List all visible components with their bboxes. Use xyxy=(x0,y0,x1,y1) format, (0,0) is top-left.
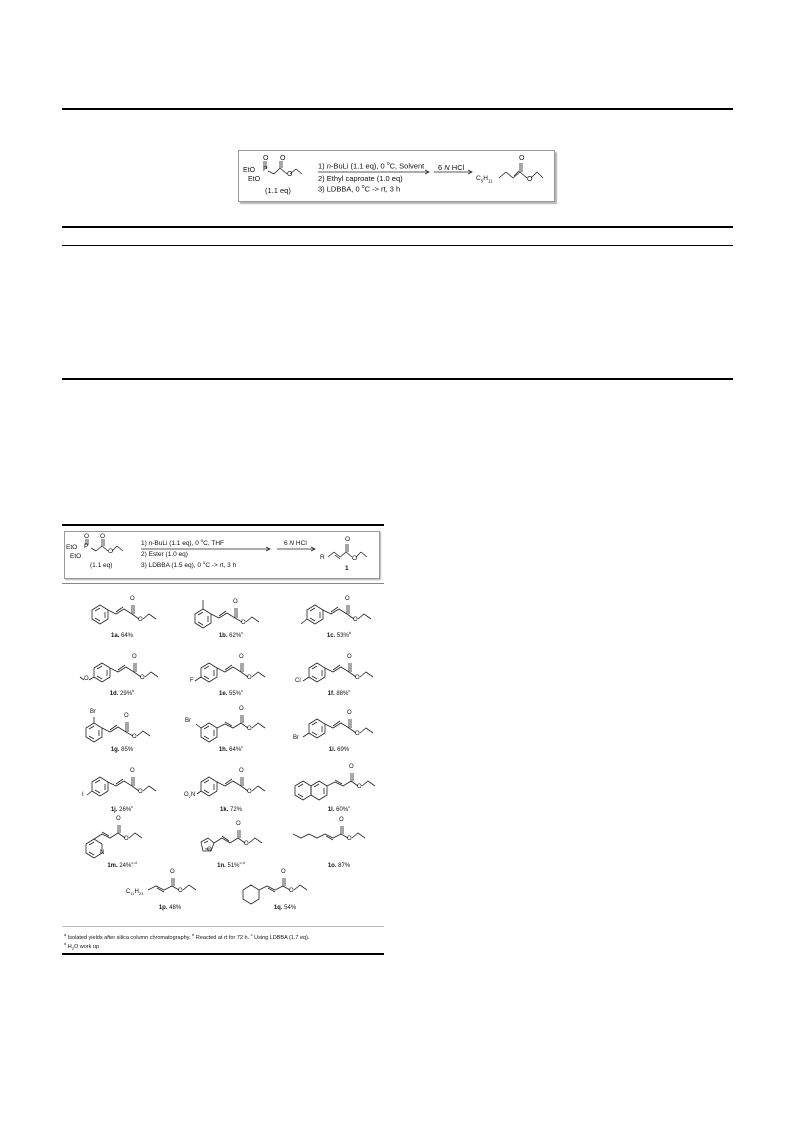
compound-caption: 1j. 26%$^c$ xyxy=(110,804,134,813)
table2-top-rule xyxy=(62,524,384,526)
compound-1a: O O 1a. 64% xyxy=(72,592,172,654)
product-carbonyl-o-2: O xyxy=(345,536,351,543)
compound-caption: 1h. 64%$^c$ xyxy=(218,744,244,753)
compound-1c: O O 1c. 53%$^b$ xyxy=(289,592,389,654)
condition-step-2: 2) Ethyl caproate (1.0 eq) xyxy=(318,174,403,183)
reagent-equivalents-2: (1.1 eq) xyxy=(90,562,113,569)
eto-bottom-2: EtO xyxy=(70,553,82,560)
acid-workup-1: 6 N HCl xyxy=(438,163,465,172)
footnote-line-1: $^a$ Isolated yields after silica column chromatography. $^b$ Reacted at rt for 72 h. $^c$ Using LDBBA (1.7 eq). xyxy=(64,932,310,941)
compound-caption: 1e. 55%$^c$ xyxy=(218,688,244,697)
eto-top-1: EtO xyxy=(243,167,256,174)
compound-caption: 1o. 87% xyxy=(327,863,351,869)
product-number: 1 xyxy=(345,565,349,572)
phosphoryl-o-1: O xyxy=(263,155,269,162)
compound-1d: O O O 1d. 29%$^b$ xyxy=(72,650,172,712)
eto-bottom-1: EtO xyxy=(248,176,261,183)
phosphoryl-o-2: O xyxy=(84,533,90,540)
compound-1j: I O O 1j. 26%$^c$ xyxy=(72,764,172,826)
compound-1f: Cl O O 1f. 88%$^c$ xyxy=(289,650,389,712)
condition-step-1: 1) n-BuLi (1.1 eq), 0 $^o$C, Solvent xyxy=(318,161,425,171)
product-ester-o-2: O xyxy=(352,555,358,562)
acid-workup-2: 6 N HCl xyxy=(284,540,307,547)
table1-bottom-rule xyxy=(62,378,733,380)
compound-1l: O O 1l. 60%$^c$ xyxy=(289,764,389,826)
compound-caption: 1k. 72% xyxy=(219,807,243,813)
compound-caption: 1g. 85% xyxy=(110,747,134,753)
carbonyl-o-2: O xyxy=(100,533,106,540)
product-r-group: R xyxy=(320,554,325,561)
compound-1b: O O 1b. 62%$^c$ xyxy=(181,592,281,654)
compound-1h: Br O O 1h. 64%$^c$ xyxy=(181,706,281,768)
table1-subheader-rule xyxy=(62,245,733,246)
p-atom-2: P xyxy=(84,543,89,550)
compound-1m: N O O 1m. 24%$^{c,d}$ xyxy=(72,822,172,884)
footnote-line-2: $^d$ $H_2O$ work up xyxy=(64,941,100,951)
compound-1g: Br O O 1g. 85% xyxy=(72,706,172,768)
compound-caption: 1l. 60%$^c$ xyxy=(327,804,351,813)
compound-1n: O O O 1n. 51%$^{c,d}$ xyxy=(181,822,281,884)
condition-step-3: 3) LDBBA, 0 $^o$C -> rt, 3 h xyxy=(318,184,401,194)
compound-caption: 1i. 69% xyxy=(328,747,350,753)
compound-1i: Br O O 1i. 69% xyxy=(289,706,389,768)
product-alkyl-group-1: $C_5H_{11}$ xyxy=(476,175,493,184)
table1-top-rule xyxy=(62,108,733,110)
compound-caption: 1n. 51%$^{c,d}$ xyxy=(217,860,245,869)
eto-top-2: EtO xyxy=(66,544,78,551)
compound-caption: 1m. 24%$^{c,d}$ xyxy=(107,860,137,869)
table1-header-rule xyxy=(62,226,733,228)
table2-bottom-rule xyxy=(62,953,384,955)
compound-1k: $O_2N$ O O 1k. 72% xyxy=(181,764,281,826)
compound-1e: F O O 1e. 55%$^c$ xyxy=(181,650,281,712)
compound-1o: O O 1o. 87% xyxy=(289,822,389,884)
compound-caption: 1p. 48% xyxy=(158,905,182,911)
condition-step-3-b: 3) LDBBA (1.5 eq), 0 $^o$C -> rt, 3 h xyxy=(141,560,237,570)
compound-caption: 1d. 29%$^b$ xyxy=(109,688,135,697)
table2-scheme-divider xyxy=(62,583,384,584)
compound-1q: O O 1q. 54% xyxy=(235,874,335,936)
compound-caption: 1b. 62%$^c$ xyxy=(218,630,244,639)
ester-o-2: O xyxy=(108,548,114,555)
condition-step-2-b: 2) Ester (1.0 eq) xyxy=(141,551,188,558)
compound-1p: $C_{11}H_{23}$ O O 1p. 48% xyxy=(120,874,220,936)
compound-caption: 1c. 53%$^b$ xyxy=(326,630,352,639)
product-ester-o-1: O xyxy=(527,176,533,183)
p-atom-1: P xyxy=(263,166,268,173)
reagent-equivalents-1: (1.1 eq) xyxy=(265,186,291,195)
ester-o-1: O xyxy=(287,171,293,178)
condition-step-1-b: 1) n-BuLi (1.1 eq), 0 $^o$C, THF xyxy=(141,538,224,548)
carbonyl-o-1: O xyxy=(280,155,286,162)
compound-caption: 1q. 54% xyxy=(273,905,297,911)
product-carbonyl-o-1: O xyxy=(519,155,525,162)
compound-caption: 1a. 64% xyxy=(110,633,134,639)
footnote-divider xyxy=(62,926,384,927)
compound-caption: 1f. 88%$^c$ xyxy=(327,688,351,697)
